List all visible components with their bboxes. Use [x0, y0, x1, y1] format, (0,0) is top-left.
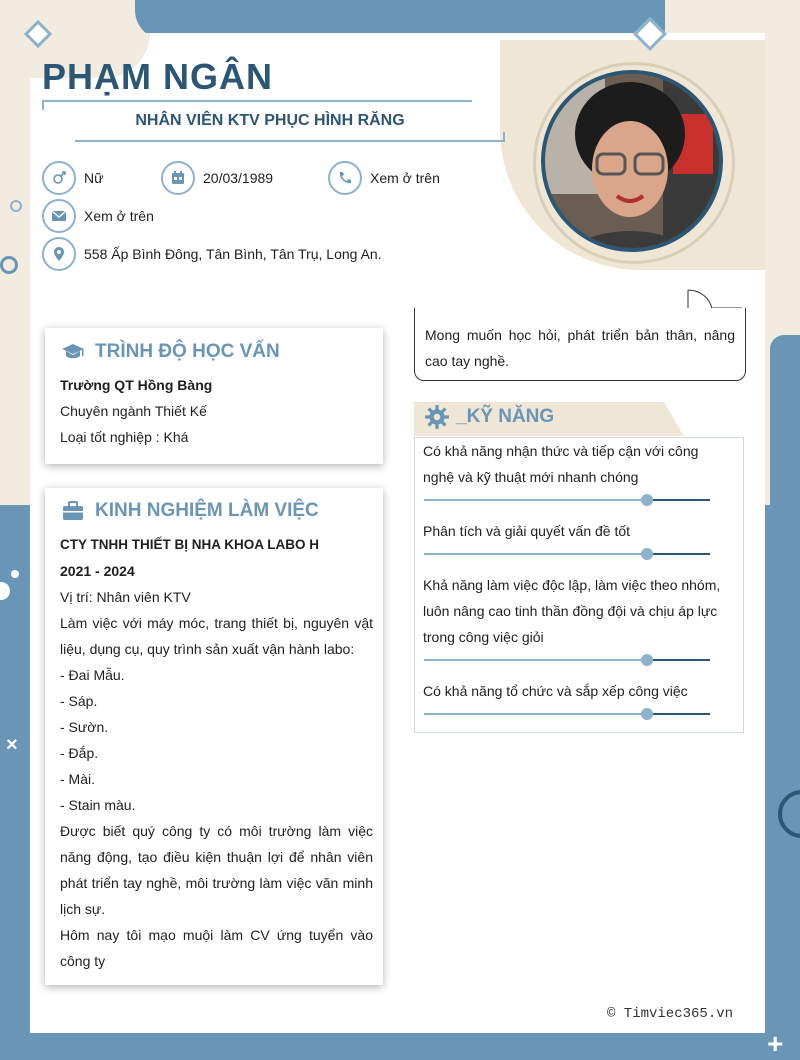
skill-bar-knob	[641, 654, 653, 666]
skill-bar-knob	[641, 708, 653, 720]
candidate-name: PHẠM NGÂN	[42, 56, 273, 97]
phone-icon	[328, 161, 362, 195]
school-name: Trường QT Hồng Bàng	[60, 377, 213, 393]
work-item: - Sườn.	[60, 719, 109, 735]
circle-decoration	[0, 256, 18, 274]
cross-decoration: ×	[6, 734, 18, 756]
skill-bar-knob	[641, 548, 653, 560]
experience-title: KINH NGHIỆM LÀM VIỆC	[95, 500, 319, 521]
footer-watermark: © Timviec365.vn	[607, 1006, 734, 1022]
birthdate-text: 20/03/1989	[203, 170, 274, 186]
skill-item-text: Có khả năng nhận thức và tiếp cận với công nghệ và kỹ thuật mới nhanh chóng	[423, 443, 699, 485]
gender-icon	[42, 161, 76, 195]
work-item: - Mài.	[60, 771, 95, 787]
skills-heading	[424, 404, 554, 430]
gender-text: Nữ	[84, 170, 104, 186]
skill-bar-knob	[641, 494, 653, 506]
plus-decoration: +	[767, 1028, 784, 1059]
gear-icon	[424, 404, 450, 430]
divider-line	[75, 140, 505, 142]
gender-info	[42, 161, 103, 195]
education-title: TRÌNH ĐỘ HỌC VẤN	[95, 341, 280, 362]
calendar-icon	[161, 161, 195, 195]
work-description: Hôm nay tôi mạo muội làm CV ứng tuyển vào công ty	[60, 927, 373, 969]
dot-decoration	[11, 570, 19, 578]
education-card	[45, 328, 383, 464]
education-heading	[61, 340, 280, 364]
address-info	[42, 237, 382, 271]
location-icon	[42, 237, 76, 271]
skill-item-text: Có khả năng tổ chức và sắp xếp công việc	[423, 683, 688, 699]
work-role: Vị trí: Nhân viên KTV	[60, 589, 191, 605]
skill-bar	[424, 713, 710, 715]
work-item: - Đắp.	[60, 745, 99, 761]
email-info	[42, 199, 154, 233]
circle-decoration	[10, 200, 22, 212]
education-major: Chuyên ngành Thiết Kế	[60, 403, 207, 419]
work-item: - Sáp.	[60, 693, 98, 709]
envelope-icon	[42, 199, 76, 233]
skill-item-text: Khả năng làm việc độc lập, làm việc theo nhóm, luôn nâng cao tinh thần đồng đội và chịu áp lực trong công việc giỏi	[423, 577, 721, 645]
skill-bar	[424, 659, 710, 661]
divider-line	[42, 100, 472, 102]
birthdate-info	[161, 161, 273, 195]
work-item: - Stain màu.	[60, 797, 136, 813]
objective-bubble	[414, 308, 746, 381]
job-title: NHÂN VIÊN KTV PHỤC HÌNH RĂNG	[135, 112, 405, 129]
work-description: Được biết quý công ty có môi trường làm việc năng động, tạo điều kiện thuận lợi để nhân viên phát triển tay nghề, môi trường làm việc văn minh lịch sự.	[60, 823, 373, 917]
skills-title: _KỸ NĂNG	[456, 406, 555, 427]
work-item: - Đai Mẫu.	[60, 667, 125, 683]
skill-bar	[424, 499, 710, 501]
right-blue-tab	[770, 335, 800, 530]
address-text: 558 Ấp Bình Đông, Tân Bình, Tân Trụ, Long An.	[84, 246, 382, 262]
experience-heading	[61, 499, 319, 523]
bubble-tail-icon	[680, 288, 750, 310]
email-text: Xem ở trên	[84, 208, 154, 224]
graduation-cap-icon	[61, 340, 85, 364]
education-grade: Loại tốt nghiệp : Khá	[60, 429, 189, 445]
briefcase-icon	[61, 499, 85, 523]
divider-tick	[503, 132, 505, 142]
phone-text: Xem ở trên	[370, 170, 440, 186]
company-name: CTY TNHH THIẾT BỊ NHA KHOA LABO H	[60, 537, 319, 552]
work-description: Làm việc với máy móc, trang thiết bị, nguyên vật liệu, dụng cụ, quy trình sản xuất vận hành labo:	[60, 615, 373, 657]
profile-photo	[541, 70, 723, 252]
phone-info	[328, 161, 440, 195]
divider-tick	[42, 100, 44, 110]
skill-item-text: Phân tích và giải quyết vấn đề tốt	[423, 523, 631, 539]
objective-text: Mong muốn học hỏi, phát triển bản thân, nâng cao tay nghề.	[425, 327, 735, 369]
experience-card	[45, 488, 383, 985]
skill-bar	[424, 553, 710, 555]
work-period: 2021 - 2024	[60, 563, 135, 579]
